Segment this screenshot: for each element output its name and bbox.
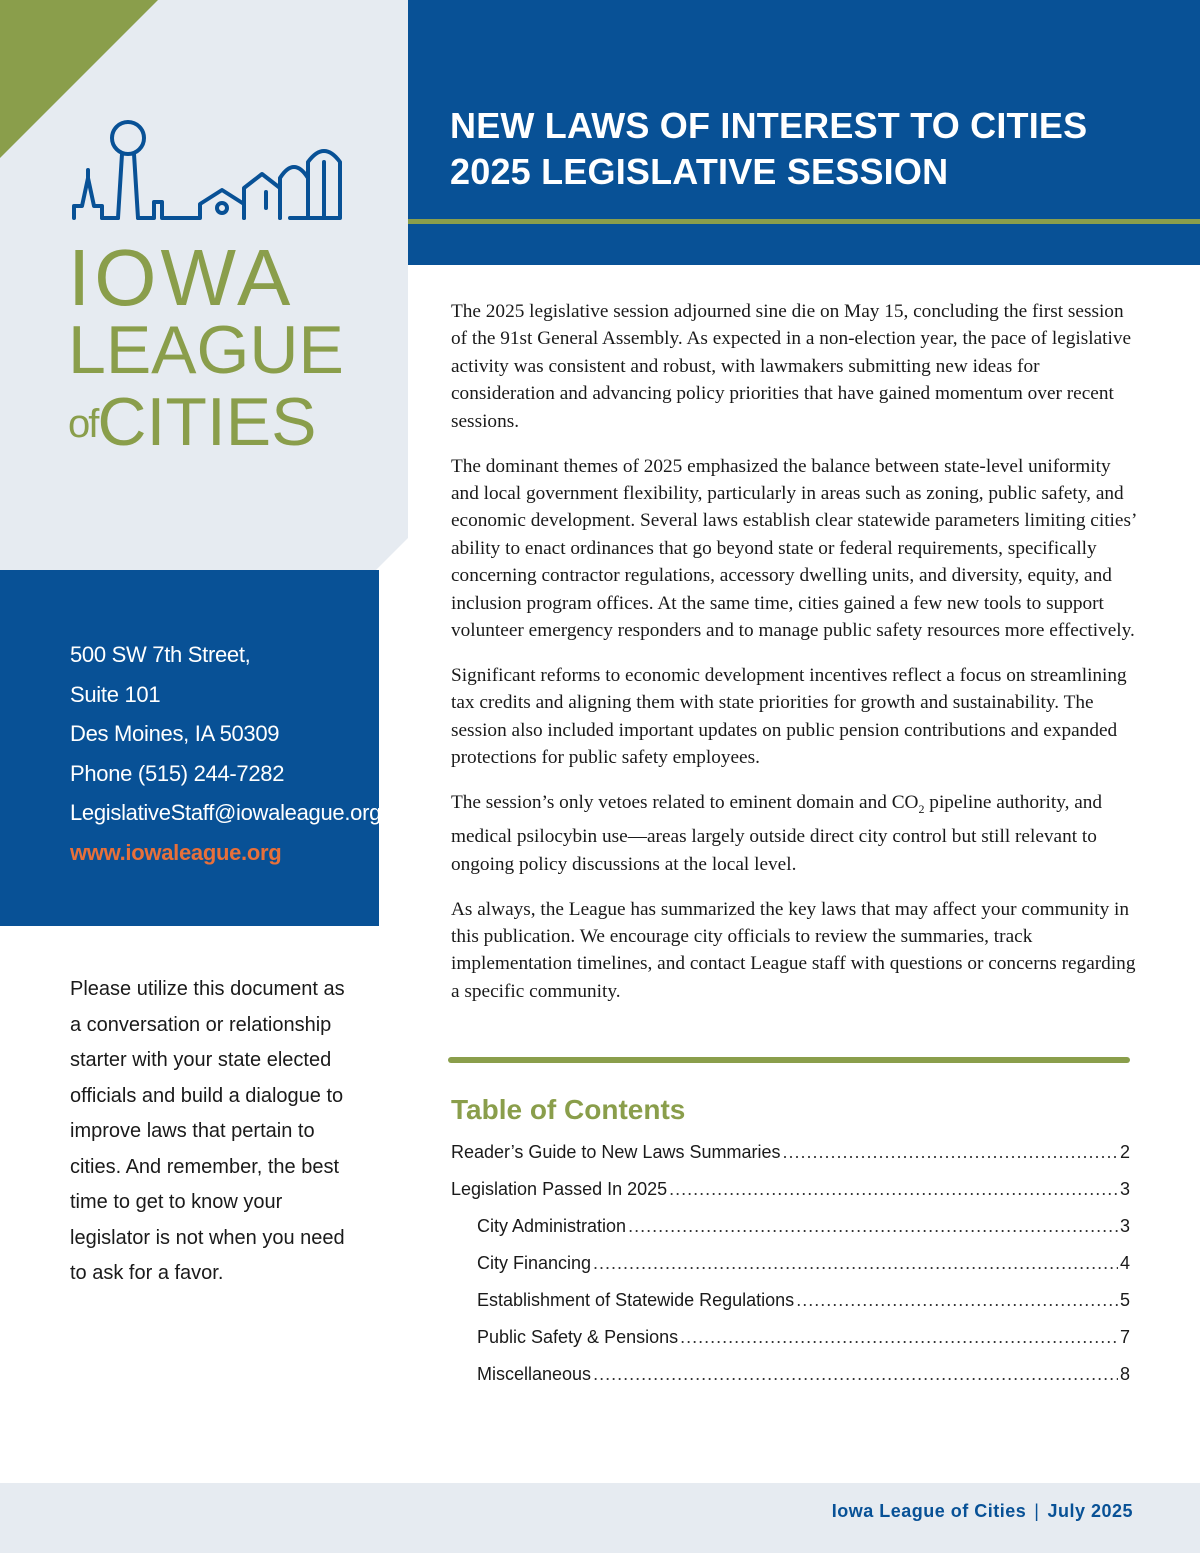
toc-page: 2 bbox=[1119, 1142, 1130, 1162]
toc-label: City Administration bbox=[477, 1216, 627, 1236]
co2-subscript: 2 bbox=[918, 801, 925, 816]
toc-item-legislation-passed[interactable] bbox=[451, 1175, 1130, 1212]
logo-of: of bbox=[68, 402, 98, 446]
footer-text bbox=[832, 1501, 1133, 1522]
contact-panel bbox=[0, 570, 382, 926]
section-divider bbox=[448, 1057, 1130, 1063]
toc-label: Legislation Passed In 2025 bbox=[451, 1179, 668, 1199]
toc-page: 5 bbox=[1119, 1290, 1130, 1310]
page-title bbox=[450, 103, 1087, 195]
toc-item-statewide-regulations[interactable] bbox=[451, 1286, 1130, 1323]
paragraph: The dominant themes of 2025 emphasized the balance between state-level uniformity and local government flexibility, particularly in areas such as zoning, public safety, and economic development. Several laws establish clear statewide parameters limiting cities’ ability to enact ordinances that go beyond state or federal requirements, specifically concerning contractor regulations, accessory dwelling units, and diversity, equity, and inclusion program offices. At the same time, cities gained a few new tools to support volunteer emergency responders and to manage public safety resources more effectively. bbox=[451, 455, 1136, 641]
logo-panel bbox=[0, 0, 408, 570]
footer-org: Iowa League of Cities bbox=[831, 1501, 1027, 1521]
toc-leader bbox=[669, 1175, 1118, 1203]
toc-page: 4 bbox=[1119, 1253, 1130, 1273]
conversation-note: Please utilize this document as a conversation or relationship starter with your state elected officials and build a dialogue to improve laws that pertain to cities. And remember, the best time to get to know your legislator is not when you need to ask for a favor. bbox=[70, 978, 345, 1284]
toc-label: Miscellaneous bbox=[477, 1364, 592, 1384]
contact-street: 500 SW 7th Street, bbox=[70, 642, 251, 667]
toc-leader bbox=[782, 1138, 1118, 1166]
logo-of-cities bbox=[68, 384, 344, 460]
contact-phone: Phone (515) 244-7282 bbox=[70, 760, 285, 786]
toc-item-public-safety[interactable] bbox=[451, 1323, 1130, 1360]
contact-website-link[interactable]: www.iowaleague.org bbox=[70, 839, 282, 865]
toc-item-city-financing[interactable] bbox=[451, 1249, 1130, 1286]
paragraph: Significant reforms to economic development incentives reflect a focus on streamlining tax credits and aligning them with state priorities for growth and sustainability. The session also included important updates on public pension contributions and expanded protections for public safety employees. bbox=[451, 664, 1127, 769]
toc-leader bbox=[796, 1286, 1118, 1314]
table-of-contents bbox=[451, 1138, 1130, 1397]
skyline-logo-icon bbox=[70, 118, 360, 238]
toc-label: City Financing bbox=[477, 1253, 592, 1273]
footer-date: July 2025 bbox=[1047, 1501, 1133, 1521]
logo-wordmark bbox=[68, 233, 344, 460]
toc-label: Public Safety & Pensions bbox=[477, 1327, 679, 1347]
contact-email[interactable]: LegislativeStaff@iowaleague.org bbox=[70, 800, 382, 825]
logo-iowa: IOWA bbox=[68, 233, 295, 322]
page-footer bbox=[0, 1483, 1200, 1553]
toc-item-city-administration[interactable] bbox=[451, 1212, 1130, 1249]
toc-item-miscellaneous[interactable] bbox=[451, 1360, 1130, 1397]
contact-suite: Suite 101 bbox=[70, 681, 161, 707]
paragraph bbox=[451, 789, 1141, 878]
toc-page: 7 bbox=[1119, 1327, 1130, 1347]
toc-item-readers-guide[interactable] bbox=[451, 1138, 1130, 1175]
toc-leader bbox=[593, 1249, 1118, 1277]
header-rule bbox=[408, 219, 1200, 224]
toc-page: 3 bbox=[1119, 1216, 1130, 1236]
footer-separator: | bbox=[1034, 1501, 1040, 1521]
title-line-1: NEW LAWS OF INTEREST TO CITIES bbox=[450, 105, 1088, 146]
paragraph: As always, the League has summarized the key laws that may affect your community in this publication. We encourage city officials to review the summaries, track implementation timelines, and contact League staff with questions or concerns regarding a specific community. bbox=[451, 898, 1136, 1002]
logo-league: LEAGUE bbox=[68, 312, 344, 388]
title-line-2: 2025 LEGISLATIVE SESSION bbox=[450, 151, 949, 192]
toc-page: 8 bbox=[1119, 1364, 1130, 1384]
contact-lines bbox=[70, 640, 381, 877]
toc-title: Table of Contents bbox=[451, 1094, 686, 1125]
paragraph-part: pipeline authority, and medical psilocybin use—areas largely outside direct city control but still relevant to ongoing policy discussions at the local level. bbox=[451, 792, 1103, 875]
panel-fold bbox=[376, 538, 408, 570]
toc-label: Reader’s Guide to New Laws Summaries bbox=[451, 1142, 781, 1162]
logo-cities: CITIES bbox=[97, 384, 317, 460]
toc-leader bbox=[593, 1360, 1118, 1388]
paragraph-part: The session’s only vetoes related to eminent domain and CO bbox=[451, 792, 919, 813]
intro-body bbox=[451, 298, 1141, 1023]
toc-label: Establishment of Statewide Regulations bbox=[477, 1290, 795, 1310]
header-band bbox=[408, 0, 1200, 265]
toc-leader bbox=[628, 1212, 1118, 1240]
paragraph: The 2025 legislative session adjourned sine die on May 15, concluding the first session of the 91st General Assembly. As expected in a non-election year, the pace of legislative activity was consistent and robust, with lawmakers submitting new ideas for consideration and advancing policy priorities that have gained momentum over recent sessions. bbox=[451, 301, 1132, 432]
contact-city: Des Moines, IA 50309 bbox=[70, 721, 280, 746]
toc-page: 3 bbox=[1119, 1179, 1130, 1199]
toc-leader bbox=[680, 1323, 1118, 1351]
